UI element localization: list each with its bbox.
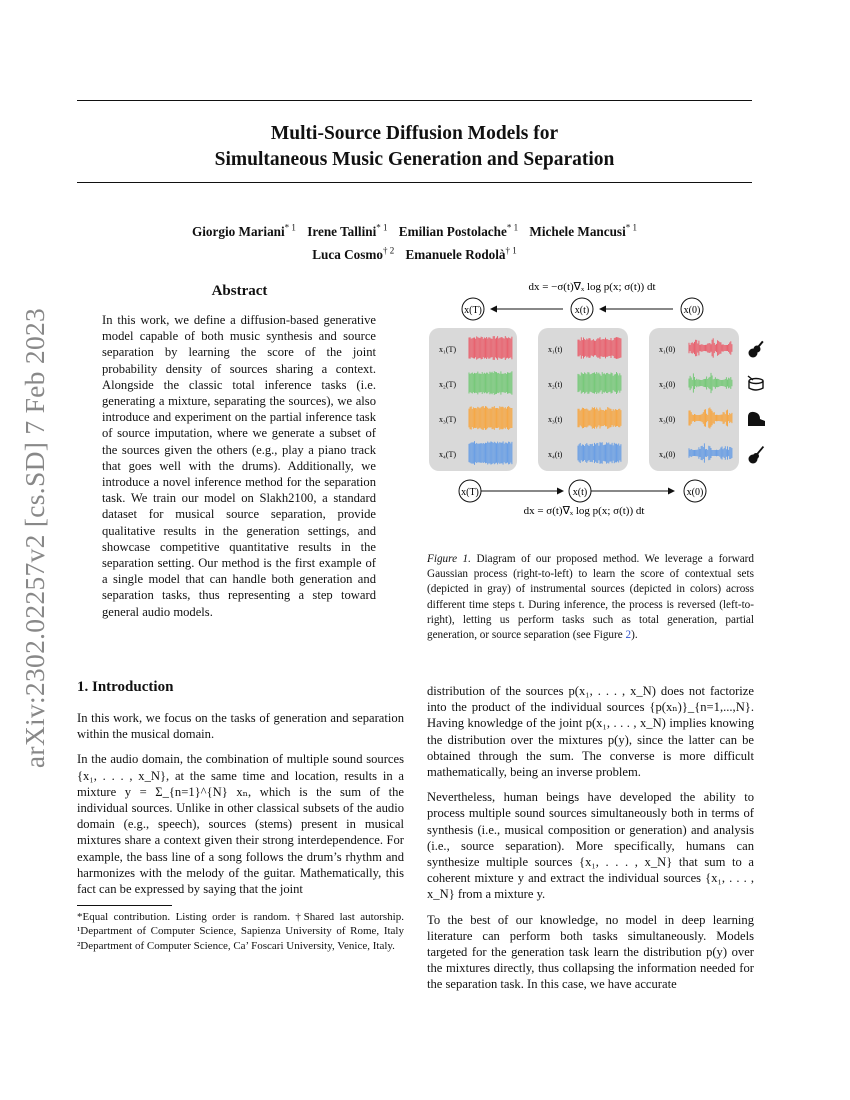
figure-2-link[interactable]: 2 [625,629,632,642]
svg-text:x(t): x(t) [572,487,588,498]
node-x0-bottom [684,480,706,502]
paper-title [77,121,752,173]
node-xT-bottom [459,480,481,502]
row-label: x₂(0) [659,380,676,389]
forward-process-equation: dx = −σ(t)∇ₓ log p(x; σ(t)) dt [528,281,656,293]
author: Michele Mancusi$^{* 1}$ [529,223,637,240]
node-x0-top [681,298,703,320]
section-heading: 1. Introduction [77,679,174,695]
arxiv-side-label[interactable]: arXiv:2302.02257v2 [cs.SD] 7 Feb 2023 [19,307,50,769]
guitar-icon [749,341,764,358]
row-label: x₃(T) [439,415,457,424]
row-label: x₂(t) [548,380,563,389]
reverse-process-equation: dx = σ(t)∇ₓ log p(x; σ(t)) dt [523,505,645,517]
svg-text:x(0): x(0) [686,487,704,498]
row-label: x₃(t) [548,415,563,424]
author: Giorgio Mariani$^{* 1}$ [192,223,296,240]
svg-text:x(t): x(t) [574,305,590,316]
abstract-heading: Abstract [211,283,268,299]
paragraph: Nevertheless, human beings have developed the ability to process multiple sound sources simultaneously both in terms of synthesis (i.e., musical composition or generation) and analysis (i.e., source separation). More specifically, humans can synthesize multiple sources {x₁, . . . , x_N} that sum to a coherent mixture y and extract the individual sources {x₁, . . . , x_N} from a mixture y. [427,790,754,902]
right-column [427,683,754,1002]
row-label: x₄(0) [659,450,676,459]
author-list [77,219,752,264]
caption-end: ). [631,629,638,642]
row-label: x₂(T) [439,380,457,389]
row-label: x₁(T) [439,345,457,354]
row-label: x₄(T) [439,450,457,459]
row-label: x₁(0) [659,345,676,354]
drums-icon [748,376,763,390]
author: Emanuele Rodolà$^{\dagger 1}$ [405,245,517,262]
svg-text:x(T): x(T) [461,487,479,498]
paragraph: distribution of the sources p(x₁, . . . , x_N) does not factorize into the product of the individual sources {p(xₙ)}_{n=1,...,N}. Having knowledge of the joint p(x₁, . . . , x_N) implies knowing the distribution over the mixtures p(y), since the latter can be obtained through the sum. The converse is more difficult mathematically, being an inverse problem. [427,684,754,780]
figure-1-caption [427,552,754,643]
piano-icon [748,412,765,426]
author: Luca Cosmo$^{\dagger 2}$ [312,245,395,262]
node-xt-bottom [569,480,591,502]
svg-text:x(0): x(0) [683,305,701,316]
title-line-1: Multi-Source Diffusion Models for [270,123,559,144]
author: Irene Tallini$^{* 1}$ [307,223,388,240]
paragraph: In this work, we focus on the tasks of generation and separation within the musical domain. [77,711,404,742]
top-rule [77,100,752,101]
bass-guitar-icon [749,446,765,464]
svg-text:x(T): x(T) [464,305,482,316]
row-label: x₁(t) [548,345,563,354]
abstract-text: In this work, we define a diffusion-based generative model capable of both music synthesis and source separation by learning the score of the joint probability density of sources sharing a context. Alongside the classic total inference tasks (i.e. generating a mixture, separating the sources), we also introduce and experiment on the partial inference task of source imputation, where we generate a subset of the sources given the others (e.g., play a piano track that goes well with the drums). Additionally, we introduce a novel inference method for the separation task. We train our model on Slakh2100, a standard dataset for musical source separation, provide qualitative results in the generation settings, and showcase competitive quantitative results in the separation setting. Our method is the first example of a single model that can handle both generation and separation tasks, thus representing a step toward general audio models. [102,313,376,619]
title-bottom-rule [77,182,752,183]
paragraph: To the best of our knowledge, no model in deep learning literature can perform both tasks simultaneously. Models targeted for the generation task learn the distribution p(y) over the mixtures directly, thus collapsing the information needed for the separation task. In this case, we have accurate [427,912,754,992]
footnote-rule [77,905,172,906]
author: Emilian Postolache$^{* 1}$ [398,223,519,240]
title-line-2: Simultaneous Music Generation and Separation [214,149,615,170]
row-label: x₄(t) [548,450,563,459]
paragraph: In the audio domain, the combination of multiple sound sources {x₁, . . . , x_N}, at the same time and location, results in a mixture y = Σ_{n=1}^{N} xₙ, which is the sum of the individual sources. Unlike in other classical subsets of the audio domain (e.g., speech), sources (stems) present in musical mixtures share a context given their strong interdependence. For example, the bass line of a song follows the drum’s rhythm and harmonizes with the melody of the guitar. Mathematically, this fact can be expressed by saying that the joint [77,752,404,897]
left-column [77,710,404,906]
figure-1-diagram [420,272,770,522]
caption-text: Diagram of our proposed method. We leverage a forward Gaussian process (right-to-left) to learn the score of contextual sets (depicted in gray) of instrumental sources (depicted in colors) across different time steps t. During inference, the process is reversed (left-to-right), letting us perform tasks such as total generation, partial generation, or source separation (see Figure [427,553,754,642]
row-label: x₃(0) [659,415,676,424]
node-xt-top [571,298,593,320]
caption-label: Figure 1. [427,553,471,565]
footnote: *Equal contribution. Listing order is random. †Shared last autorship. ¹Department of Computer Science, Sapienza University of Rome, Italy ²Department of Computer Science, Ca’ Foscari University, Venice, Italy. [77,911,404,952]
node-xT-top [462,298,484,320]
